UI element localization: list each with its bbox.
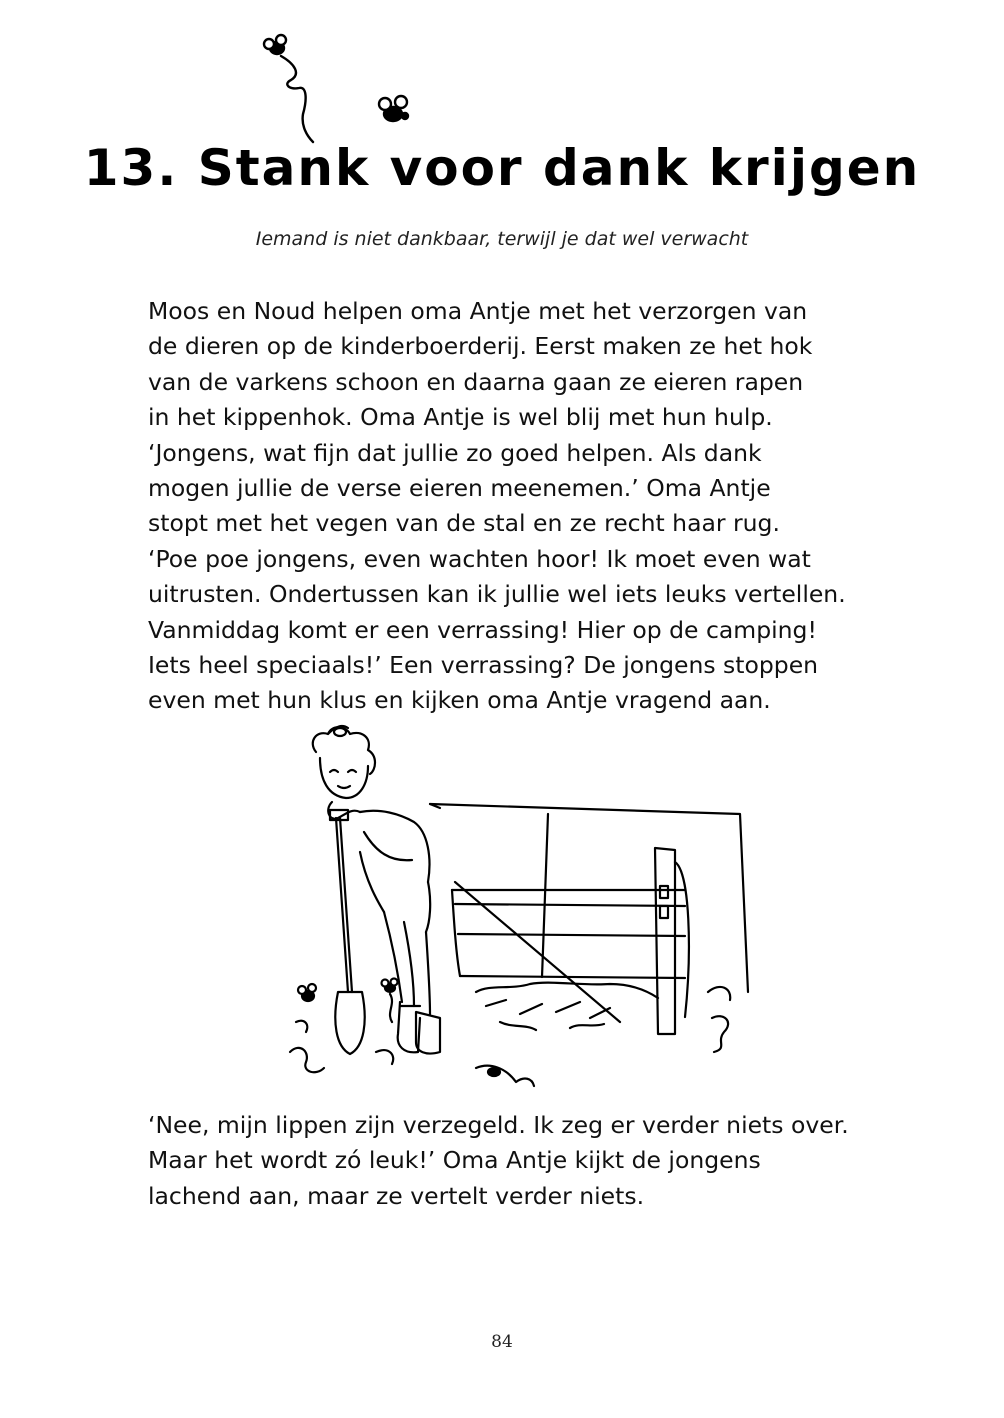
- text-line: mogen jullie de verse eieren meenemen.’ Oma Antje: [148, 474, 771, 503]
- text-line: Iets heel speciaals!’ Een verrassing? De jongens stoppen: [148, 651, 819, 680]
- text-line: Vanmiddag komt er een verrassing! Hier op de camping!: [148, 615, 817, 644]
- text-line: Moos en Noud helpen oma Antje met het verzorgen van: [148, 297, 808, 325]
- text-line: ‘Poe poe jongens, even wachten hoor! Ik moet even wat: [148, 544, 811, 573]
- text-line: in het kippenhok. Oma Antje is wel blij met hun hulp.: [148, 403, 773, 432]
- page-number: 84: [491, 1332, 513, 1352]
- text-line: de dieren op de kinderboerderij. Eerst maken ze het hok: [148, 332, 813, 361]
- text-line: uitrusten. Ondertussen kan ik jullie wel iets leuks vertellen.: [148, 580, 846, 609]
- text-line: ‘Jongens, wat fijn dat jullie zo goed helpen. Als dank: [148, 438, 762, 467]
- paragraph-2: [148, 1108, 868, 1214]
- text-line: stopt met het vegen van de stal en ze recht haar rug.: [148, 509, 780, 538]
- text-line: ‘Nee, mijn lippen zijn verzegeld. Ik zeg er verder niets over.: [148, 1111, 849, 1139]
- text-line: van de varkens schoon en daarna gaan ze eieren rapen: [148, 367, 804, 396]
- chapter-subtitle: Iemand is niet dankbaar, terwijl je dat wel verwacht: [255, 228, 749, 250]
- chapter-title: 13. Stank voor dank krijgen: [83, 139, 921, 197]
- text-line: Maar het wordt zó leuk!’ Oma Antje kijkt de jongens: [148, 1146, 761, 1175]
- text-line: lachend aan, maar ze vertelt verder niets.: [148, 1181, 645, 1210]
- text-line: even met hun klus en kijken oma Antje vragend aan.: [148, 686, 771, 715]
- woman-leaning-on-shovel-at-gate-illustration: [280, 722, 760, 1094]
- paragraph-1: [148, 294, 868, 719]
